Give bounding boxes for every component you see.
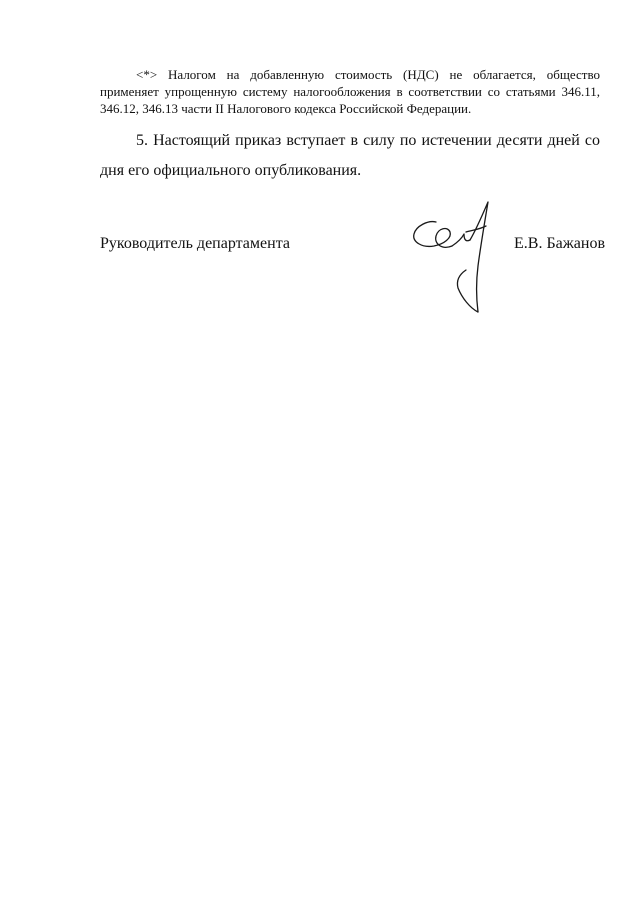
handwritten-signature-icon bbox=[408, 196, 500, 316]
clause-5-text: 5. Настоящий приказ вступает в силу по истечении десяти дней со дня его официального опубликования. bbox=[100, 132, 600, 179]
signatory-role: Руководитель департамента bbox=[100, 235, 290, 252]
footnote-text: <*> Налогом на добавленную стоимость (НДС) не облагается, общество применяет упрощенную систему налогообложения в соответствии со статьями 346.11, 346.12, 346.13 части II Налогового кодекса Российской Федерации. bbox=[100, 67, 600, 116]
signatory-name: Е.В. Бажанов bbox=[514, 235, 606, 252]
